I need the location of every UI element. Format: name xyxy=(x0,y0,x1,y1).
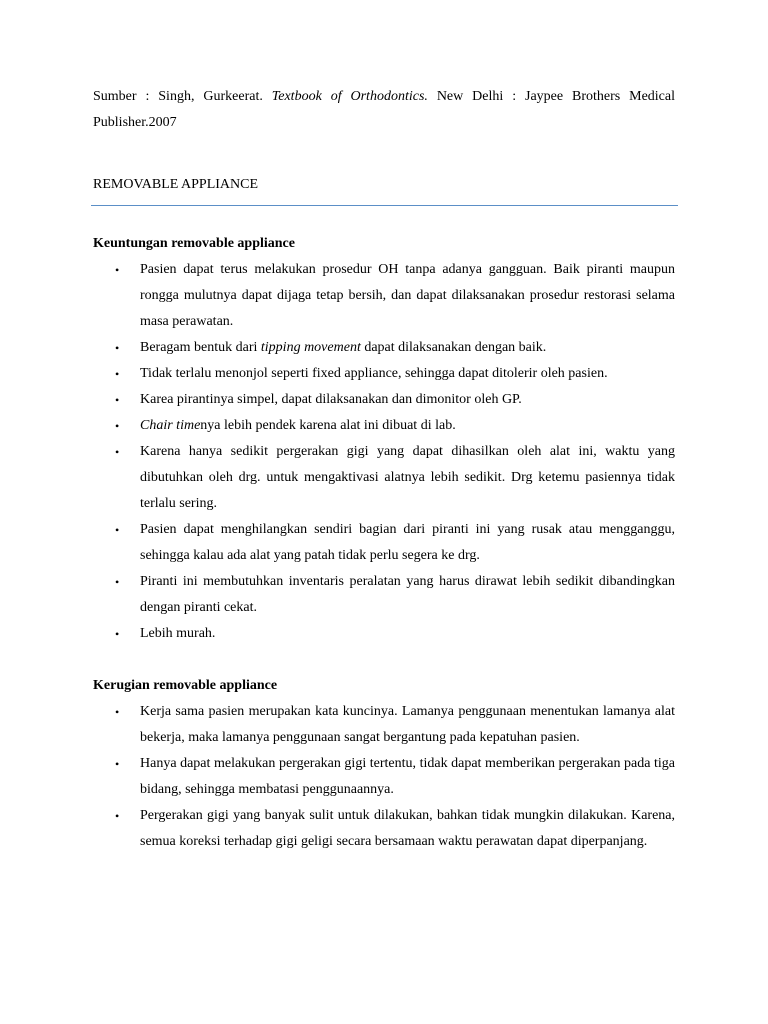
list-kerugian xyxy=(93,699,675,855)
list-item-text: Karena hanya sedikit pergerakan gigi yang dapat dihasilkan oleh alat ini, waktu yang dibutuhkan oleh drg. untuk mengaktivasi alatnya lebih sedikit. Drg ketemu pasiennya tidak terlalu sering. xyxy=(140,444,675,511)
bullet-icon: • xyxy=(115,705,120,719)
bullet-icon: • xyxy=(115,367,120,381)
list-item xyxy=(93,699,675,751)
list-item xyxy=(93,621,675,647)
list-item-text-after: nya lebih pendek karena alat ini dibuat di lab. xyxy=(200,418,456,433)
bullet-icon: • xyxy=(115,757,120,771)
list-item xyxy=(93,387,675,413)
list-item-text: Tidak terlalu menonjol seperti fixed appliance, sehingga dapat ditolerir oleh pasien. xyxy=(140,366,608,381)
list-item xyxy=(93,751,675,803)
heading-keuntungan: Keuntungan removable appliance xyxy=(93,236,295,251)
list-item-text: Pergerakan gigi yang banyak sulit untuk dilakukan, bahkan tidak mungkin dilakukan. Karena, semua koreksi terhadap gigi geligi secara bersamaan waktu perawatan dapat diperpanjang. xyxy=(140,808,675,849)
list-item xyxy=(93,413,675,439)
bullet-icon: • xyxy=(115,393,120,407)
list-item xyxy=(93,803,675,855)
source-citation xyxy=(93,84,675,136)
bullet-icon: • xyxy=(115,809,120,823)
list-item-text: Kerja sama pasien merupakan kata kuncinya. Lamanya penggunaan menentukan lamanya alat bekerja, maka lamanya penggunaan sangat bergantung pada kepatuhan pasien. xyxy=(140,704,675,745)
bullet-icon: • xyxy=(115,523,120,537)
list-item-text: Pasien dapat terus melakukan prosedur OH tanpa adanya gangguan. Baik piranti maupun rongga mulutnya dapat dijaga tetap bersih, dan dapat dilaksanakan prosedur restorasi selama masa perawatan. xyxy=(140,262,675,329)
bullet-icon: • xyxy=(115,419,120,433)
source-suffix: New Delhi : Jaypee Brothers Medical Publisher.2007 xyxy=(93,89,675,130)
list-item-text-after: dapat dilaksanakan dengan baik. xyxy=(360,340,547,355)
list-item xyxy=(93,517,675,569)
list-item-text-italic: tipping movement xyxy=(260,340,361,355)
bullet-icon: • xyxy=(115,627,120,641)
heading-kerugian: Kerugian removable appliance xyxy=(93,678,278,693)
bullet-icon: • xyxy=(115,575,120,589)
list-item-text: Lebih murah. xyxy=(140,626,216,641)
list-item-text xyxy=(140,335,675,361)
source-book-title: Textbook of Orthodontics. xyxy=(271,89,428,104)
source-prefix: Sumber : Singh, Gurkeerat. xyxy=(93,89,272,104)
list-item-text-italic: Chair time xyxy=(140,418,201,433)
list-item xyxy=(93,569,675,621)
bullet-icon: • xyxy=(115,263,120,277)
list-item xyxy=(93,335,675,361)
title-underline-rule xyxy=(91,205,678,206)
list-item xyxy=(93,257,675,335)
list-item xyxy=(93,439,675,517)
list-item xyxy=(93,361,675,387)
list-keuntungan xyxy=(93,257,675,647)
list-item-text: Piranti ini membutuhkan inventaris peralatan yang harus dirawat lebih sedikit dibandingkan dengan piranti cekat. xyxy=(140,574,675,615)
bullet-icon: • xyxy=(115,445,120,459)
list-item-text: Pasien dapat menghilangkan sendiri bagian dari piranti ini yang rusak atau mengganggu, sehingga kalau ada alat yang patah tidak perlu segera ke drg. xyxy=(140,522,675,563)
list-item-text: Hanya dapat melakukan pergerakan gigi tertentu, tidak dapat memberikan pergerakan pada tiga bidang, sehingga membatasi penggunaannya. xyxy=(140,756,675,797)
list-item-text: Karea pirantinya simpel, dapat dilaksanakan dan dimonitor oleh GP. xyxy=(140,392,522,407)
list-item-text xyxy=(140,413,675,439)
document-title: REMOVABLE APPLIANCE xyxy=(93,177,259,192)
bullet-icon: • xyxy=(115,341,120,355)
list-item-text-before: Beragam bentuk dari xyxy=(140,340,261,355)
